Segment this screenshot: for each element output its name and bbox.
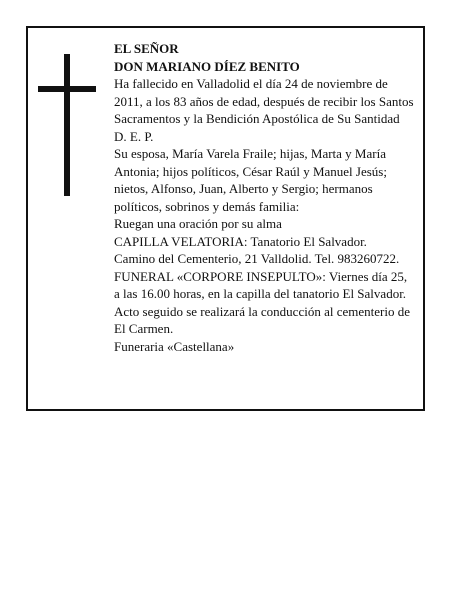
prayer-request: Ruegan una oración por su alma	[114, 216, 282, 231]
cross-horizontal-bar	[38, 86, 96, 92]
notice-deceased-name: DON MARIANO DÍEZ BENITO	[114, 58, 300, 74]
dep-abbreviation: D. E. P.	[114, 128, 154, 144]
chapel-address: Camino del Cementerio, 21 Valldolid. Tel. 983260722.	[114, 251, 400, 266]
family-list: Su esposa, María Varela Fraile; hijas, Marta y María Antonia; hijos políticos, César Raúl y Manuel Jesús; nietos, Alfonso, Juan, Alberto y Sergio; hermanos políticos, sobrinos y demás familia:	[114, 146, 387, 214]
funeral-home: Funeraria «Castellana»	[114, 338, 235, 354]
death-announcement: Ha fallecido en Valladolid el día 24 de noviembre de 2011, a los 83 años de edad, después de recibir los Santos Sacramentos y la Bendición Apostólica de Su Santidad	[114, 76, 414, 126]
cross-vertical-bar	[64, 54, 70, 196]
notice-heading-title: EL SEÑOR	[114, 41, 179, 56]
obituary-text	[114, 40, 414, 355]
chapel-location: CAPILLA VELATORIA: Tanatorio El Salvador.	[114, 233, 367, 249]
funeral-details: FUNERAL «CORPORE INSEPULTO»: Viernes día 25, a las 16.00 horas, en la capilla del tanatorio El Salvador. Acto seguido se realizará la conducción al cementerio de El Carmen.	[114, 268, 410, 336]
latin-cross-icon	[38, 54, 96, 196]
